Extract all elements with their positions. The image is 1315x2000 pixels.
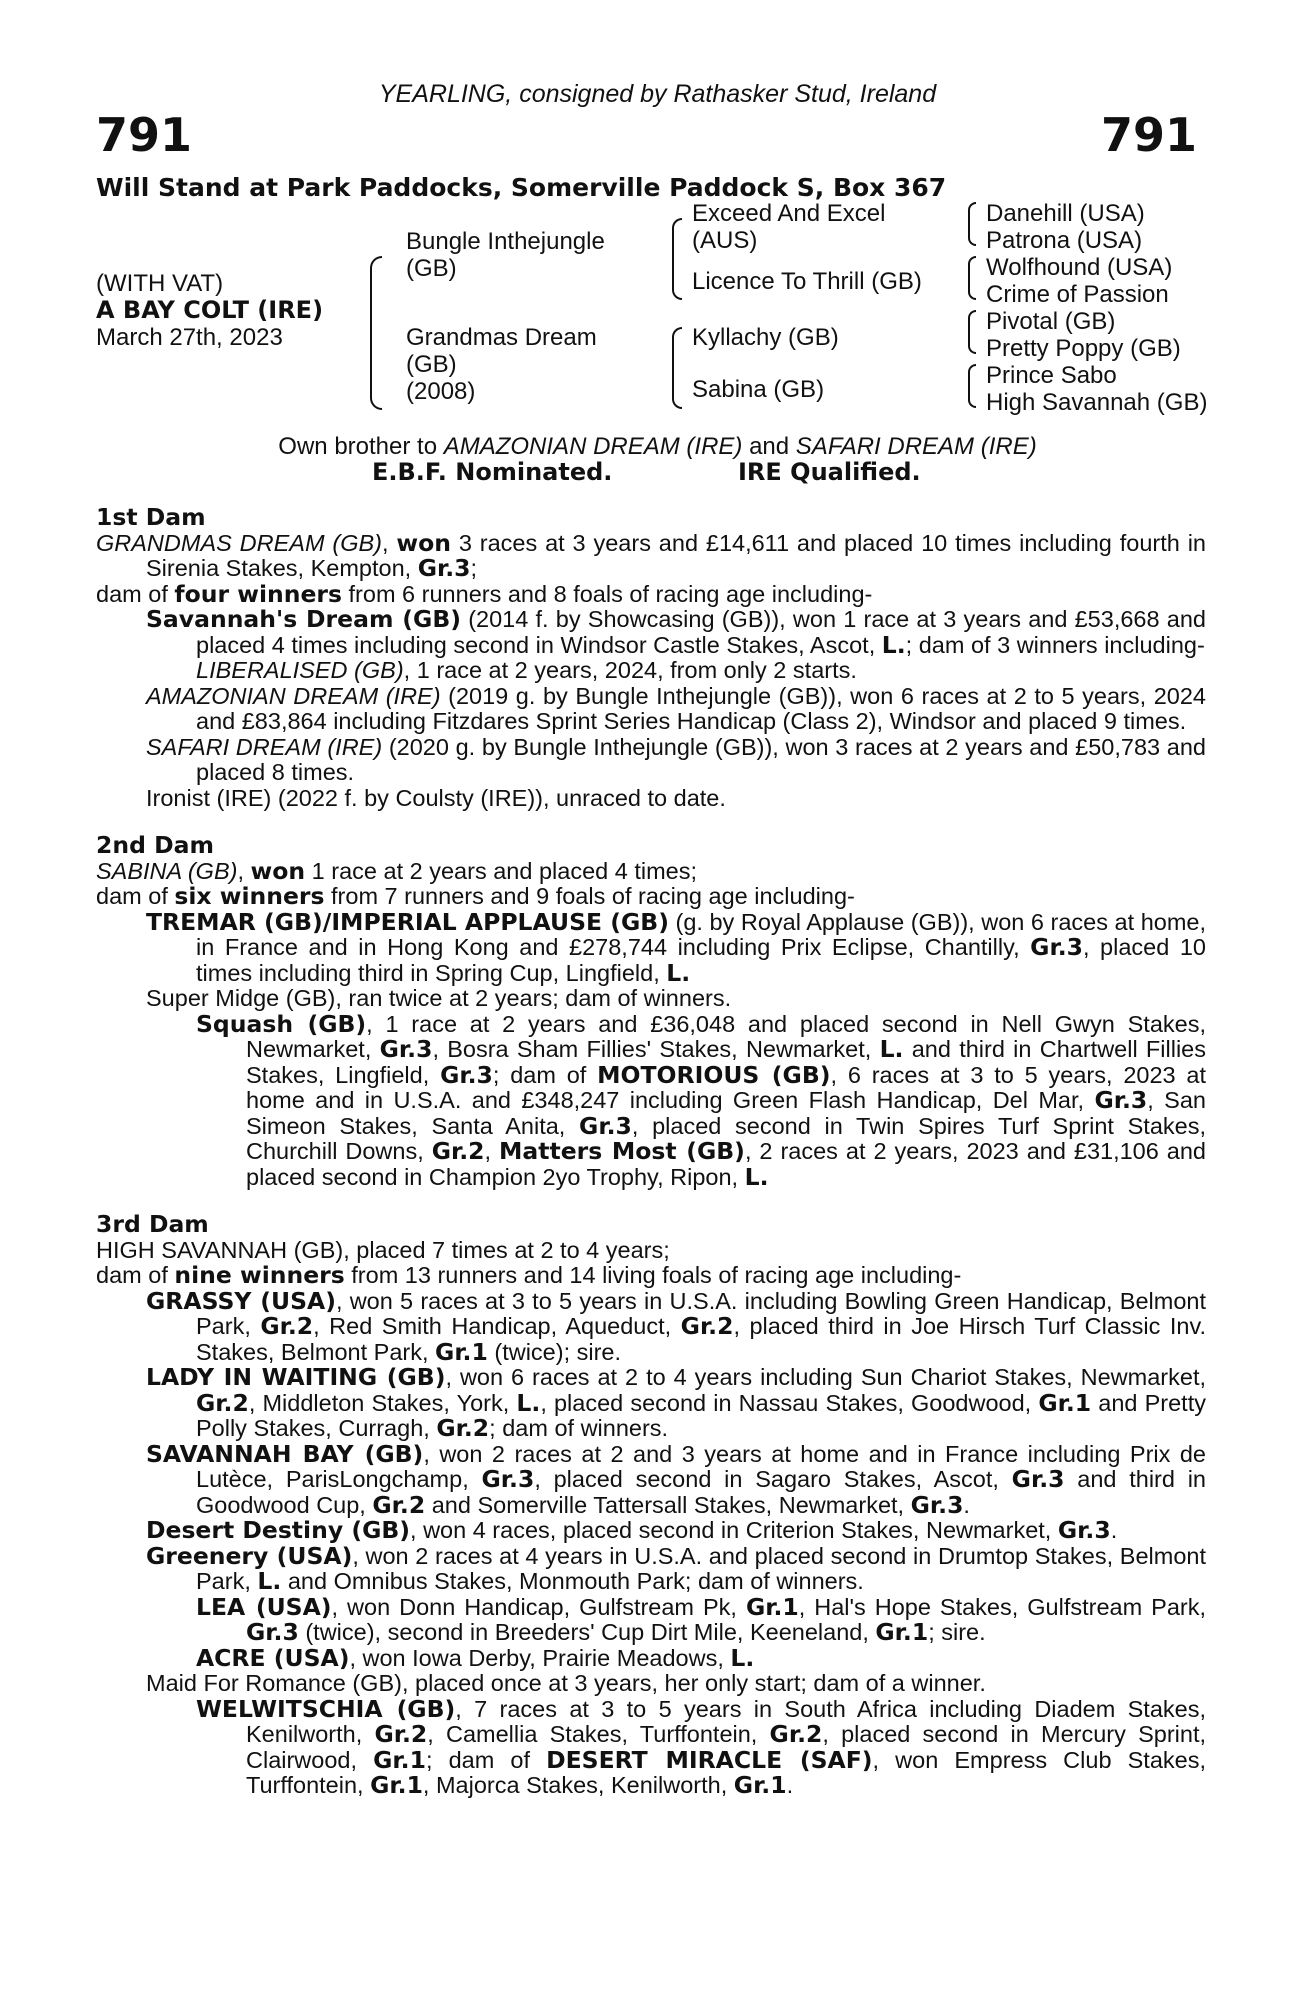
bold-text: Gr.2 [372,1490,426,1519]
section-title: 2nd Dam [96,831,214,859]
bold-text: ACRE (USA) [196,1643,350,1672]
pedigree-entry [96,1643,1206,1672]
bold-text: L. [257,1567,282,1595]
dam-bracket [672,327,682,409]
entry-text: . [963,1491,970,1518]
dam-sire: Kyllachy (GB) [692,324,839,351]
ire-qualified: IRE Qualified. [738,458,921,486]
entry-text: , Camellia Stakes, Turffontein, [427,1721,770,1747]
italic-text: GRANDMAS DREAM (GB) [96,529,382,556]
bold-text: Gr.3 [1094,1086,1148,1114]
lot-number-right: 791 [1100,108,1197,162]
bold-text: Greenery (USA) [146,1541,353,1570]
entry-text: , Majorca Stakes, Kenilworth, [422,1772,734,1798]
bold-text: Gr.3 [246,1618,299,1646]
pedigree-entry [96,1365,1206,1442]
bold-text: Gr.2 [431,1137,485,1165]
entry-text: , Bosra Sham Fillies' Stakes, Newmarket, [432,1036,880,1062]
entry-text: , Middleton Stakes, York, [248,1389,517,1416]
pedigree-entry [96,1518,1206,1544]
consignor-line: YEARLING, consigned by Rathasker Stud, Ireland [378,80,937,108]
pedigree-entry [96,1263,1206,1289]
entry-text: , won Empress Club Stakes, Turffontein, [246,1746,1206,1798]
horse-name: A BAY COLT (IRE) [96,296,324,324]
bold-text: L. [744,1162,769,1191]
pedigree-entry [96,658,1206,684]
bold-text: Desert Destiny (GB) [146,1516,411,1544]
italic-text: SAFARI DREAM (IRE) [146,733,383,760]
italic-text: LIBERALISED (GB) [196,657,404,683]
entry-text: , 1 race at 2 years and £36,048 and placed second in Nell Gwyn Stakes, Newmarket, [246,1010,1206,1062]
bold-text: four winners [174,579,342,608]
entry-text: , won 4 races, placed second in Criterion Stakes, Newmarket, [410,1517,1058,1543]
bold-text: won [396,528,451,557]
ancestor-5: Pivotal (GB) [986,308,1116,335]
entry-text: , won Donn Handicap, Gulfstream Pk, [331,1593,746,1620]
entry-text: ; sire. [928,1619,986,1645]
entry-text: (g. by Royal Applause (GB)), won 6 races at home, in France and in Hong Kong and £278,744 including Prix Eclipse, Chantilly, [196,908,1207,960]
section-title: 1st Dam [96,503,206,531]
entry-text: , placed second in Mercury Sprint, Clairwood, [246,1721,1206,1773]
entry-text: dam of [96,1262,175,1288]
entry-text: , [381,529,397,556]
bold-text: L. [516,1388,541,1417]
entry-text: , placed third in Joe Hirsch Turf Classic Inv. Stakes, Belmont Park, [196,1313,1206,1365]
bold-text: SAVANNAH BAY (GB) [146,1439,424,1468]
bold-text: Savannah's Dream (GB) [146,605,461,633]
entry-text: Ironist (IRE) (2022 f. by Coulsty (IRE)), unraced to date. [146,784,726,811]
bold-text: Gr.3 [1057,1516,1111,1544]
pedigree-entry [96,607,1206,658]
sire: Bungle Inthejungle (GB) [406,228,605,282]
bold-text: GRASSY (USA) [146,1286,336,1315]
pedigree-entry [96,1238,1206,1264]
ancestor-3: Wolfhound (USA) [986,254,1173,281]
pedigree-entry [96,786,1206,812]
entry-text: , won Iowa Derby, Prairie Meadows, [349,1644,731,1671]
bold-text: Gr.1 [370,1771,423,1799]
entry-text: , [237,857,251,884]
bold-text: Gr.3 [579,1111,632,1140]
entry-text: , 7 races at 3 to 5 years in South Africa including Diadem Stakes, Kenilworth, [246,1695,1207,1747]
entry-text: ; dam of [425,1746,547,1773]
entry-text: and Omnibus Stakes, Monmouth Park; dam of winners. [281,1568,864,1594]
vat-note: (WITH VAT) [96,270,224,297]
ancestor-4: Crime of Passion [986,281,1169,308]
pedigree-entry [96,528,1206,582]
bold-text: Gr.2 [436,1414,490,1442]
bold-text: L. [730,1643,755,1672]
entry-text: . [1110,1517,1118,1543]
pedigree-entry [96,1286,1206,1366]
gen3-bracket-1 [968,202,976,246]
bold-text: Gr.1 [435,1337,488,1366]
entry-text: Super Midge (GB), ran twice at 2 years; dam of winners. [146,985,732,1011]
entry-text: , 2 races at 2 years, 2023 and £31,106 and placed second in Champion 2yo Trophy, Ripon, [246,1138,1206,1190]
ancestor-8: High Savannah (GB) [986,389,1208,416]
gen3-bracket-3 [968,310,976,354]
bold-text: Squash (GB) [196,1009,367,1038]
bold-text: Gr.1 [373,1745,426,1774]
sire-bracket [672,218,682,300]
pedigree-bracket [370,256,382,410]
entry-text: ; [470,555,478,581]
bold-text: six winners [174,882,325,910]
bold-text: Gr.2 [196,1388,249,1417]
entry-text: , won 2 races at 2 and 3 years at home and in France including Prix de Lutèce, ParisLongchamp, [196,1440,1206,1492]
bold-text: Gr.3 [910,1490,964,1519]
dam-lines [96,505,1206,1799]
entry-text: . [786,1772,794,1798]
gen3-bracket-4 [968,364,976,408]
bold-text: DESERT MIRACLE (SAF) [546,1745,873,1774]
bold-text: Gr.3 [417,554,471,582]
entry-text: , placed 10 times including third in Spring Cup, Lingfield, [196,934,1206,986]
entry-text: from 7 runners and 9 foals of racing age including- [324,883,855,909]
bold-text: Gr.1 [745,1592,799,1621]
pedigree-entry [96,1592,1206,1646]
entry-text: ; dam of 3 winners including- [905,631,1205,658]
bold-text: Gr.2 [260,1312,314,1340]
bold-text: Gr.2 [769,1720,823,1748]
bold-text: LEA (USA) [196,1592,332,1621]
entry-text: , won 5 races at 3 to 5 years in U.S.A. including Bowling Green Handicap, Belmont Park, [196,1287,1206,1339]
bold-text: Gr.3 [1030,933,1083,961]
bold-text: L. [666,958,691,987]
entry-text: and third in Goodwood Cup, [196,1466,1206,1518]
bold-text: Gr.1 [1038,1388,1092,1417]
entry-text: from 13 runners and 14 living foals of racing age including- [344,1262,962,1288]
ancestor-2: Patrona (USA) [986,227,1143,254]
bold-text: TREMAR (GB)/IMPERIAL APPLAUSE (GB) [146,907,669,936]
entry-text: , placed second in Twin Spires Turf Sprint Stakes, Churchill Downs, [246,1112,1206,1164]
entry-text: , 1 race at 2 years, 2024, from only 2 starts. [403,657,857,683]
entry-text: (twice); sire. [487,1338,622,1365]
entry-text: (twice), second in Breeders' Cup Dirt Mile, Keeneland, [298,1619,876,1645]
sire-dam: Licence To Thrill (GB) [692,268,922,295]
entry-text: and Pretty Polly Stakes, Curragh, [196,1389,1206,1441]
entry-text: HIGH SAVANNAH (GB), placed 7 times at 2 to 4 years; [96,1236,670,1263]
entry-text: , won 2 races at 4 years in U.S.A. and placed second in Drumtop Stakes, Belmont Park, [196,1542,1206,1594]
sire-sire: Exceed And Excel (AUS) [692,200,886,254]
bold-text: Gr.3 [379,1035,433,1063]
pedigree-entry [96,1671,1206,1697]
pedigree-entry [96,1009,1207,1191]
bold-text: won [250,856,306,885]
bold-text: Gr.3 [1011,1465,1065,1493]
entry-text: dam of [96,883,175,909]
entry-text: (2020 g. by Bungle Inthejungle (GB)), won 3 races at 2 years and £50,783 and placed 8 times. [196,733,1206,785]
pedigree-entry [96,579,1206,608]
entry-text: and Somerville Tattersall Stakes, Newmarket, [425,1491,911,1518]
entry-text: , Red Smith Handicap, Aqueduct, [313,1313,681,1339]
pedigree-entry [96,684,1206,735]
pedigree-entry [96,884,1206,910]
ancestor-7: Prince Sabo [986,362,1117,389]
pedigree-entry [96,1694,1207,1799]
bold-text: Gr.3 [440,1060,493,1089]
pedigree-entry [96,986,1206,1012]
entry-text: , won 6 races at 2 to 4 years including Sun Chariot Stakes, Newmarket, [445,1364,1207,1390]
entry-text: from 6 runners and 8 foals of racing age including- [342,580,873,607]
own-brother-note: Own brother to AMAZONIAN DREAM (IRE) and SAFARI DREAM (IRE) [278,433,1037,460]
bold-text: Gr.1 [733,1771,787,1799]
pedigree-entry [96,1439,1206,1519]
entry-text: dam of [96,580,175,607]
entry-text: , San Simeon Stakes, Santa Anita, [246,1087,1207,1139]
pedigree-entry [96,735,1206,786]
ancestor-6: Pretty Poppy (GB) [986,335,1181,362]
entry-text: 1 race at 2 years and placed 4 times; [305,857,698,884]
bold-text: Gr.2 [680,1312,734,1340]
italic-text: SABINA (GB) [96,857,238,884]
bold-text: L. [881,630,906,659]
gen3-bracket-2 [968,256,976,300]
pedigree-entry [96,907,1207,987]
entry-text: Maid For Romance (GB), placed once at 3 years, her only start; dam of a winner. [146,1670,986,1696]
bold-text: MOTORIOUS (GB) [597,1060,831,1089]
foaling-date: March 27th, 2023 [96,324,283,351]
entry-text: , [484,1138,500,1164]
bold-text: Matters Most (GB) [499,1137,745,1165]
stand-location: Will Stand at Park Paddocks, Somerville Paddock S, Box 367 [96,173,947,202]
dam: Grandmas Dream (GB) (2008) [406,324,597,405]
ancestor-1: Danehill (USA) [986,200,1145,227]
section-title: 3rd Dam [96,1210,209,1238]
italic-text: AMAZONIAN DREAM (IRE) [146,682,441,709]
bold-text: WELWITSCHIA (GB) [196,1694,456,1723]
ebf-nominated: E.B.F. Nominated. [372,458,613,486]
entry-text: , Hal's Hope Stakes, Gulfstream Park, [798,1593,1206,1620]
entry-text: ; dam of winners. [489,1415,669,1441]
entry-text: 3 races at 3 years and £14,611 and placed 10 times including fourth in Sirenia Stakes, Kempton, [146,529,1206,581]
entry-text: (2019 g. by Bungle Inthejungle (GB)), won 6 races at 2 to 5 years, 2024 and £83,864 including Fitzdares Sprint Series Handicap (Class 2), Windsor and placed 9 times. [196,682,1206,734]
bold-text: LADY IN WAITING (GB) [146,1363,446,1391]
bold-text: Gr.1 [875,1618,929,1646]
bold-text: L. [879,1035,904,1063]
entry-text: and third in Chartwell Fillies Stakes, Lingfield, [246,1036,1206,1088]
lot-number-left: 791 [96,108,193,162]
pedigree-entry [96,1541,1206,1595]
bold-text: nine winners [174,1261,345,1289]
entry-text: , 6 races at 3 to 5 years, 2023 at home and in U.S.A. and £348,247 including Green Flash Handicap, Del Mar, [246,1061,1207,1113]
entry-text: (2014 f. by Showcasing (GB)), won 1 race at 3 years and £53,668 and placed 4 times including second in Windsor Castle Stakes, Ascot, [196,606,1206,658]
entry-text: ; dam of [492,1061,598,1088]
entry-text: , placed second in Sagaro Stakes, Ascot, [534,1466,1012,1492]
bold-text: Gr.2 [374,1720,428,1748]
dam-dam: Sabina (GB) [692,376,825,403]
entry-text: , placed second in Nassau Stakes, Goodwood, [540,1389,1039,1416]
pedigree-entry [96,856,1206,885]
bold-text: Gr.3 [481,1465,535,1493]
